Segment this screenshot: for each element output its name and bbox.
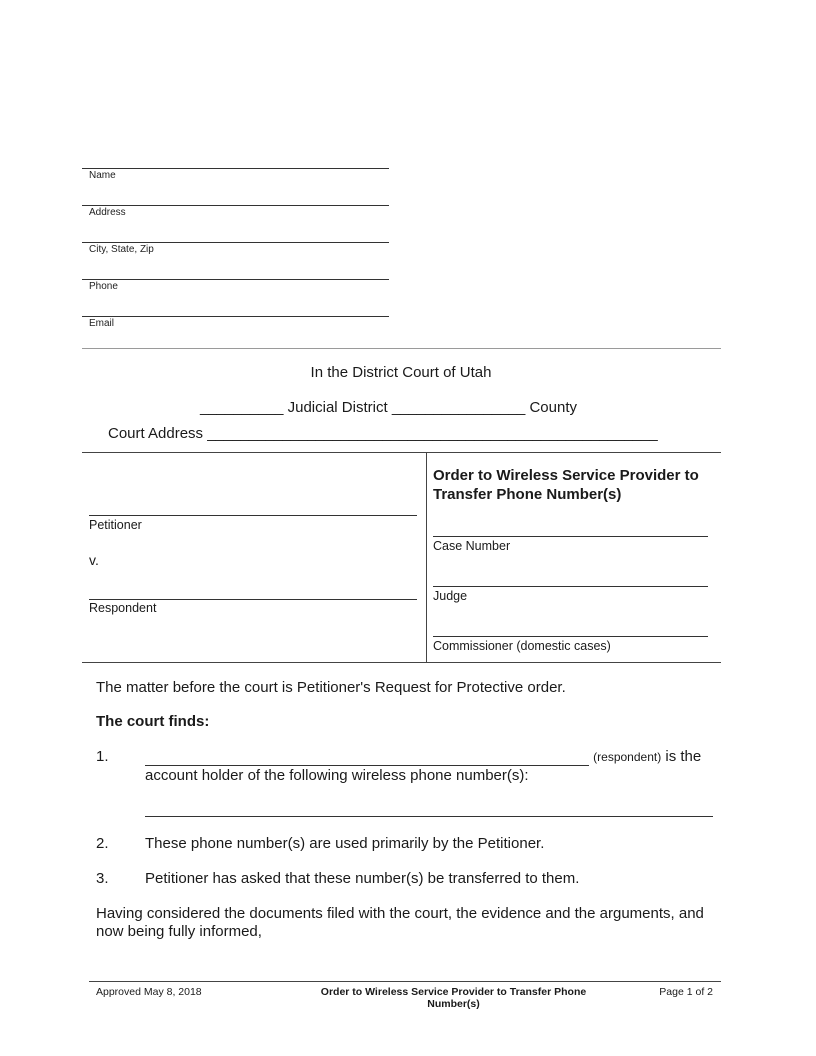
finding-1-text-after: is the: [665, 748, 702, 765]
judge-line[interactable]: [433, 586, 708, 587]
address-label: Address: [89, 207, 126, 218]
city-label: City, State, Zip: [89, 244, 154, 255]
section-divider: [82, 348, 721, 349]
county-blank[interactable]: ________________: [391, 399, 526, 416]
district-label: Judicial District: [287, 399, 388, 416]
commissioner-line[interactable]: [433, 636, 708, 637]
finding-2-text: These phone number(s) are used primarily by the Petitioner.: [145, 835, 545, 852]
email-label: Email: [89, 318, 115, 329]
versus-label: v.: [89, 552, 99, 568]
respondent-name-blank[interactable]: [145, 751, 589, 766]
order-title: Order to Wireless Service Provider to Transfer Phone Number(s): [433, 467, 699, 503]
footer-approved: Approved May 8, 2018: [96, 986, 202, 998]
petitioner-label: Petitioner: [89, 518, 142, 532]
petitioner-line[interactable]: [89, 515, 417, 516]
district-blank[interactable]: __________: [200, 399, 284, 416]
finding-1-number: 1.: [96, 748, 109, 765]
closing-paragraph: Having considered the documents filed with the court, the evidence and the arguments, and now being fully informed,: [96, 905, 704, 940]
respondent-label: Respondent: [89, 601, 157, 615]
finding-2-number: 2.: [96, 835, 109, 852]
address-line[interactable]: [82, 205, 389, 206]
court-title: In the District Court of Utah: [310, 364, 492, 381]
footer-page-number: Page 1 of 2: [659, 986, 713, 998]
judge-label: Judge: [433, 589, 468, 603]
case-number-line[interactable]: [433, 536, 708, 537]
court-address-row: [108, 425, 658, 442]
district-row: [200, 399, 577, 416]
respondent-line[interactable]: [89, 599, 417, 600]
phone-numbers-line[interactable]: [145, 816, 713, 817]
case-number-label: Case Number: [433, 539, 511, 553]
city-line[interactable]: [82, 242, 389, 243]
caption-bottom-border: [82, 662, 721, 663]
email-line[interactable]: [82, 316, 389, 317]
court-finds-heading: The court finds:: [96, 713, 210, 730]
court-address-label: Court Address: [108, 425, 204, 442]
caption-top-border: [82, 452, 721, 453]
finding-1-line2: account holder of the following wireless phone number(s):: [145, 767, 529, 784]
footer-title: Order to Wireless Service Provider to Transfer Phone Number(s): [320, 986, 587, 1010]
finding-1-line1: [145, 748, 701, 766]
finding-3-text: Petitioner has asked that these number(s) be transferred to them.: [145, 870, 580, 887]
footer-rule: [89, 981, 721, 982]
name-label: Name: [89, 170, 116, 181]
county-label: County: [529, 399, 577, 416]
commissioner-label: Commissioner (domestic cases): [433, 639, 611, 653]
court-address-blank[interactable]: ______________________________________________________: [207, 425, 658, 442]
name-line[interactable]: [82, 168, 389, 169]
finding-3-number: 3.: [96, 870, 109, 887]
phone-label: Phone: [89, 281, 118, 292]
phone-line[interactable]: [82, 279, 389, 280]
caption-divider: [426, 452, 427, 662]
respondent-hint: (respondent): [593, 750, 662, 764]
intro-paragraph: The matter before the court is Petitioner's Request for Protective order.: [96, 679, 566, 696]
